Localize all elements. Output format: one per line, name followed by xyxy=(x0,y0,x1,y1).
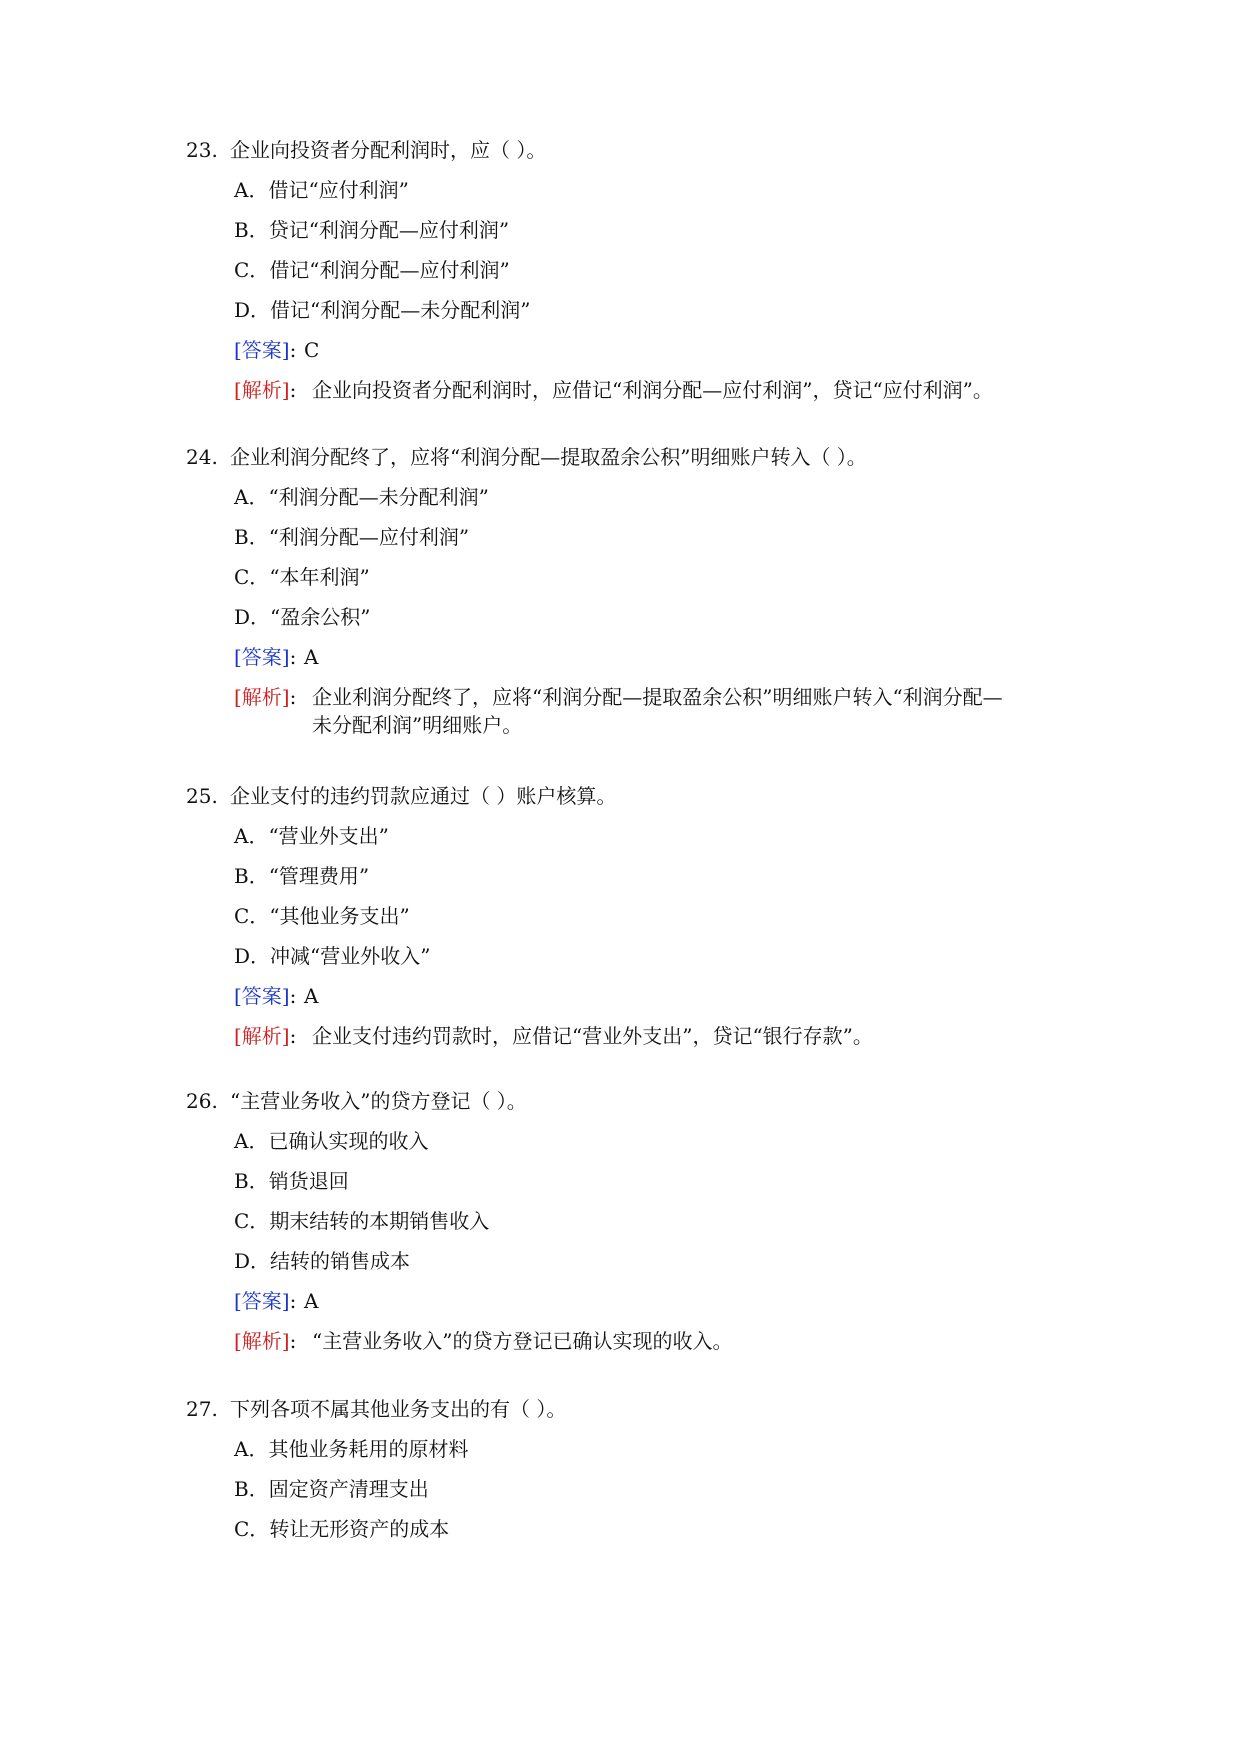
question-text: 企业利润分配终了，应将“利润分配—提取盈余公积”明细账户转入（ ）。 xyxy=(230,445,867,469)
option-text: 转让无形资产的成本 xyxy=(269,1517,450,1541)
option-letter: C． xyxy=(234,904,270,928)
option-letter: C． xyxy=(234,1209,270,1233)
option-text: 借记“利润分配—未分配利润” xyxy=(270,298,531,322)
option-letter: A． xyxy=(234,1129,269,1153)
option-text: 结转的销售成本 xyxy=(270,1249,411,1273)
analysis-label: [解析] xyxy=(234,1024,290,1048)
answer-colon: : xyxy=(289,984,297,1008)
option-item xyxy=(234,1207,489,1235)
option-text: “盈余公积” xyxy=(270,605,371,629)
question-text: “主营业务收入”的贷方登记（ ）。 xyxy=(230,1089,527,1113)
option-text: “其他业务支出” xyxy=(269,904,410,928)
option-letter: D． xyxy=(234,605,271,629)
answer-value: A xyxy=(304,1289,319,1313)
answer-label: [答案] xyxy=(234,338,290,362)
option-letter: C． xyxy=(234,258,270,282)
analysis-text: 企业向投资者分配利润时，应借记“利润分配—应付利润”，贷记“应付利润”。 xyxy=(312,378,993,402)
option-letter: B． xyxy=(234,525,269,549)
answer-line xyxy=(234,643,319,671)
option-text: 期末结转的本期销售收入 xyxy=(269,1209,490,1233)
option-text: “本年利润” xyxy=(269,565,370,589)
option-item xyxy=(234,1435,468,1463)
option-item xyxy=(234,862,369,890)
option-text: 其他业务耗用的原材料 xyxy=(268,1437,469,1461)
answer-value: A xyxy=(304,645,319,669)
answer-colon: : xyxy=(289,1289,297,1313)
analysis-colon: : xyxy=(289,685,297,709)
option-item xyxy=(234,942,431,970)
analysis-line xyxy=(234,1022,296,1050)
question-text: 企业支付的违约罚款应通过（ ）账户核算。 xyxy=(230,784,617,808)
answer-value: A xyxy=(304,984,319,1008)
option-letter: C． xyxy=(234,565,270,589)
option-item xyxy=(234,1515,449,1543)
answer-line xyxy=(234,982,319,1010)
question-number: 25. xyxy=(186,784,218,808)
option-text: “营业外支出” xyxy=(268,824,389,848)
option-letter: A． xyxy=(234,485,269,509)
answer-label: [答案] xyxy=(234,1289,290,1313)
option-text: 贷记“利润分配—应付利润” xyxy=(268,218,510,242)
option-text: 冲减“营业外收入” xyxy=(270,944,431,968)
question-number: 26. xyxy=(186,1089,218,1113)
option-letter: B． xyxy=(234,1169,269,1193)
option-text: 已确认实现的收入 xyxy=(268,1129,429,1153)
option-letter: A． xyxy=(234,178,269,202)
option-letter: A． xyxy=(234,824,269,848)
question-number: 23. xyxy=(186,138,218,162)
analysis-text: “主营业务收入”的贷方登记已确认实现的收入。 xyxy=(312,1329,733,1353)
option-item xyxy=(234,1127,428,1155)
question-text: 企业向投资者分配利润时，应（ ）。 xyxy=(230,138,547,162)
analysis-text: 未分配利润”明细账户。 xyxy=(312,713,523,737)
analysis-text: 企业利润分配终了，应将“利润分配—提取盈余公积”明细账户转入“利润分配— xyxy=(312,685,1003,709)
option-letter: D． xyxy=(234,298,271,322)
option-item xyxy=(234,563,370,591)
option-item xyxy=(234,523,469,551)
option-item xyxy=(234,603,371,631)
option-item xyxy=(234,296,531,324)
option-text: 借记“利润分配—应付利润” xyxy=(269,258,510,282)
analysis-colon: : xyxy=(289,1024,297,1048)
option-letter: D． xyxy=(234,1249,271,1273)
option-letter: B． xyxy=(234,218,269,242)
answer-colon: : xyxy=(289,338,297,362)
option-text: “利润分配—应付利润” xyxy=(268,525,470,549)
analysis-line xyxy=(234,1327,296,1355)
option-letter: A． xyxy=(234,1437,269,1461)
answer-line xyxy=(234,1287,319,1315)
analysis-line xyxy=(234,376,296,404)
option-item xyxy=(234,1167,349,1195)
option-text: “利润分配—未分配利润” xyxy=(268,485,489,509)
option-letter: C． xyxy=(234,1517,270,1541)
answer-colon: : xyxy=(289,645,297,669)
option-item xyxy=(234,176,409,204)
answer-value: C xyxy=(304,338,320,362)
analysis-colon: : xyxy=(289,378,297,402)
question-text: 下列各项不属其他业务支出的有（ ）。 xyxy=(230,1397,567,1421)
option-item xyxy=(234,1475,429,1503)
option-item xyxy=(234,902,410,930)
option-item xyxy=(234,1247,410,1275)
analysis-label: [解析] xyxy=(234,378,290,402)
option-item xyxy=(234,822,389,850)
question-number: 27. xyxy=(186,1397,218,1421)
option-item xyxy=(234,483,489,511)
option-letter: B． xyxy=(234,1477,269,1501)
answer-line xyxy=(234,336,320,364)
analysis-colon: : xyxy=(289,1329,297,1353)
option-item xyxy=(234,256,510,284)
answer-label: [答案] xyxy=(234,645,290,669)
option-letter: D． xyxy=(234,944,271,968)
analysis-line xyxy=(234,683,296,711)
analysis-text: 企业支付违约罚款时，应借记“营业外支出”，贷记“银行存款”。 xyxy=(312,1024,873,1048)
option-text: 固定资产清理支出 xyxy=(268,1477,429,1501)
question-number: 24. xyxy=(186,445,218,469)
analysis-label: [解析] xyxy=(234,1329,290,1353)
option-item xyxy=(234,216,509,244)
option-text: “管理费用” xyxy=(268,864,370,888)
analysis-label: [解析] xyxy=(234,685,290,709)
option-text: 销货退回 xyxy=(268,1169,349,1193)
answer-label: [答案] xyxy=(234,984,290,1008)
option-letter: B． xyxy=(234,864,269,888)
option-text: 借记“应付利润” xyxy=(268,178,409,202)
